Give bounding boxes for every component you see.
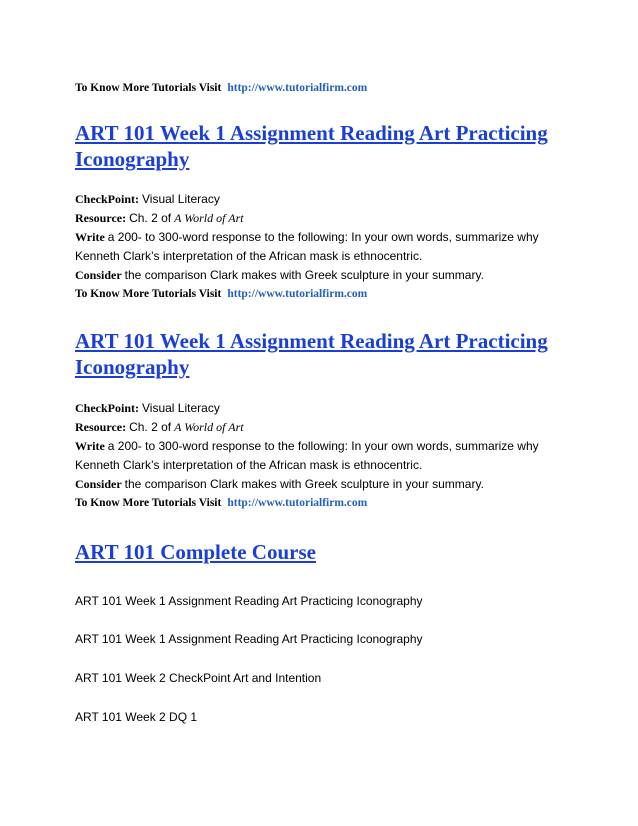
promo-line [75, 497, 367, 509]
resource-line [75, 209, 244, 228]
resource-book: A World of Art [174, 211, 244, 225]
resource-value: Ch. 2 of [129, 420, 172, 434]
section-heading[interactable]: ART 101 Week 1 Assignment Reading Art Practicing Iconography [75, 329, 548, 379]
consider-text: the comparison Clark makes with Greek sculpture in your summary. [124, 477, 484, 491]
promo-label: To Know More Tutorials Visit [75, 497, 222, 509]
consider-line [75, 475, 484, 494]
resource-label: Resource: [75, 211, 127, 225]
write-label: Write [75, 439, 105, 453]
resource-book: A World of Art [174, 420, 244, 434]
promo-link[interactable]: http://www.tutorialfirm.com [227, 497, 368, 509]
consider-text: the comparison Clark makes with Greek sculpture in your summary. [124, 268, 484, 282]
resource-line [75, 418, 244, 437]
write-line [75, 437, 539, 456]
consider-label: Consider [75, 268, 122, 282]
write-text-continued: Kenneth Clark’s interpretation of the African mask is ethnocentric. [75, 249, 423, 263]
course-list-item: ART 101 Week 1 Assignment Reading Art Practicing Iconography [75, 632, 423, 646]
promo-line-top [75, 82, 367, 94]
write-text-continued: Kenneth Clark’s interpretation of the African mask is ethnocentric. [75, 458, 423, 472]
complete-course-heading[interactable]: ART 101 Complete Course [75, 540, 316, 564]
promo-label: To Know More Tutorials Visit [75, 82, 222, 94]
checkpoint-label: CheckPoint: [75, 401, 139, 415]
write-text: a 200- to 300-word response to the following: In your own words, summarize why [107, 230, 539, 244]
course-list-item: ART 101 Week 1 Assignment Reading Art Practicing Iconography [75, 594, 423, 608]
write-line-continued [75, 247, 422, 266]
checkpoint-line [75, 399, 220, 418]
checkpoint-line [75, 190, 220, 209]
section-heading[interactable]: ART 101 Week 1 Assignment Reading Art Practicing Iconography [75, 121, 548, 171]
promo-link[interactable]: http://www.tutorialfirm.com [227, 288, 368, 300]
write-line [75, 228, 539, 247]
course-list-item: ART 101 Week 2 CheckPoint Art and Intention [75, 671, 322, 685]
checkpoint-label: CheckPoint: [75, 192, 139, 206]
resource-value: Ch. 2 of [129, 211, 172, 225]
write-label: Write [75, 230, 105, 244]
promo-label: To Know More Tutorials Visit [75, 288, 222, 300]
promo-link[interactable]: http://www.tutorialfirm.com [227, 82, 368, 94]
promo-line [75, 288, 367, 300]
course-list-item: ART 101 Week 2 DQ 1 [75, 710, 198, 724]
consider-line [75, 266, 484, 285]
checkpoint-value: Visual Literacy [142, 192, 220, 206]
resource-label: Resource: [75, 420, 127, 434]
consider-label: Consider [75, 477, 122, 491]
checkpoint-value: Visual Literacy [142, 401, 220, 415]
write-text: a 200- to 300-word response to the following: In your own words, summarize why [107, 439, 539, 453]
write-line-continued [75, 456, 422, 475]
